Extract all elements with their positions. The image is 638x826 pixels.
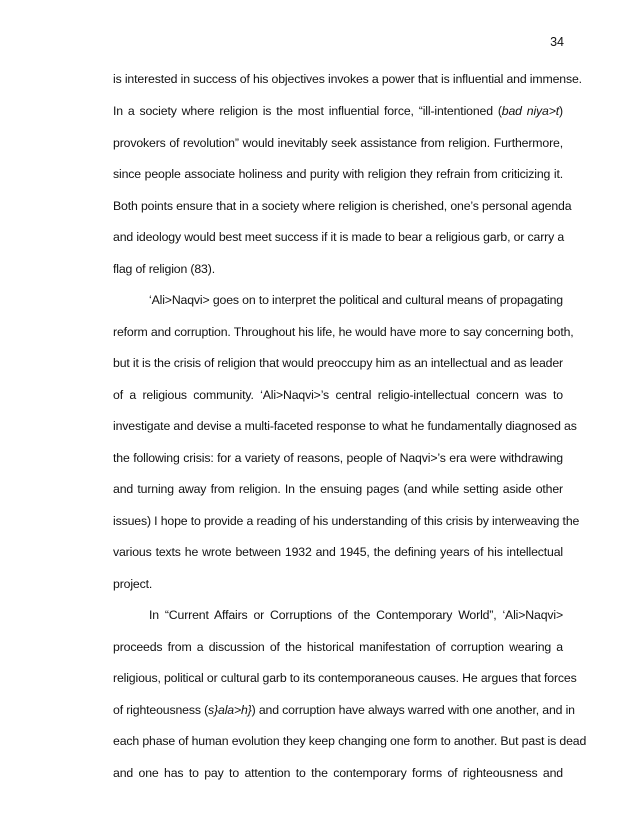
- text-line-9: reform and corruption. Throughout his life, he would have more to say concerning both,: [113, 325, 574, 339]
- text-line-21-start: of righteousness (: [113, 703, 209, 717]
- text-line-5: Both points ensure that in a society where religion is cherished, one’s personal agenda: [113, 199, 572, 213]
- text-line-17: project.: [113, 577, 153, 591]
- text-line-18: In “Current Affairs or Corruptions of the Contemporary World”, ‘Ali>Naqvi>: [149, 608, 563, 622]
- italic-salah: s}ala>h}: [208, 703, 252, 717]
- text-line-15: issues) I hope to provide a reading of his understanding of this crisis by interweaving the: [113, 514, 580, 528]
- text-line-19: proceeds from a discussion of the historical manifestation of corruption wearing a: [113, 640, 563, 654]
- page-number: 34: [550, 35, 564, 49]
- text-line-6: and ideology would best meet success if it is made to bear a religious garb, or carry a: [113, 230, 565, 244]
- text-line-14: and turning away from religion. In the ensuing pages (and while setting aside other: [113, 482, 563, 496]
- text-line-2-end: ): [559, 104, 563, 118]
- text-line-1: is interested in success of his objectives invokes a power that is influential and immense.: [113, 72, 582, 86]
- text-line-20: religious, political or cultural garb to its contemporaneous causes. He argues that forces: [113, 671, 577, 685]
- text-line-11: of a religious community. ‘Ali>Naqvi>’s central religio-intellectual concern was to: [113, 388, 563, 402]
- text-line-10: but it is the crisis of religion that would preoccupy him as an intellectual and as leader: [113, 356, 563, 370]
- text-line-12: investigate and devise a multi-faceted response to what he fundamentally diagnosed as: [113, 419, 577, 433]
- text-line-7: flag of religion (83).: [113, 262, 215, 276]
- text-line-2-start: In a society where religion is the most influential force, “ill-intentioned (: [113, 104, 502, 118]
- text-line-3: provokers of revolution” would inevitably seek assistance from religion. Furthermore,: [113, 136, 563, 150]
- text-line-23: and one has to pay to attention to the contemporary forms of righteousness and: [113, 766, 563, 780]
- text-line-8: ‘Ali>Naqvi> goes on to interpret the political and cultural means of propagating: [149, 293, 563, 307]
- text-line-4: since people associate holiness and purity with religion they refrain from criticizing it.: [113, 167, 563, 181]
- text-line-16: various texts he wrote between 1932 and 1945, the defining years of his intellectual: [113, 545, 563, 559]
- italic-bad-niyat: bad niya>t: [501, 104, 560, 118]
- text-line-21: [113, 702, 575, 718]
- text-line-2: [113, 103, 563, 119]
- text-line-13: the following crisis: for a variety of reasons, people of Naqvi>’s era were withdrawing: [113, 451, 563, 465]
- text-line-21-end: ) and corruption have always warred with one another, and in: [251, 703, 575, 717]
- text-line-22: each phase of human evolution they keep changing one form to another. But past is dead: [113, 734, 587, 748]
